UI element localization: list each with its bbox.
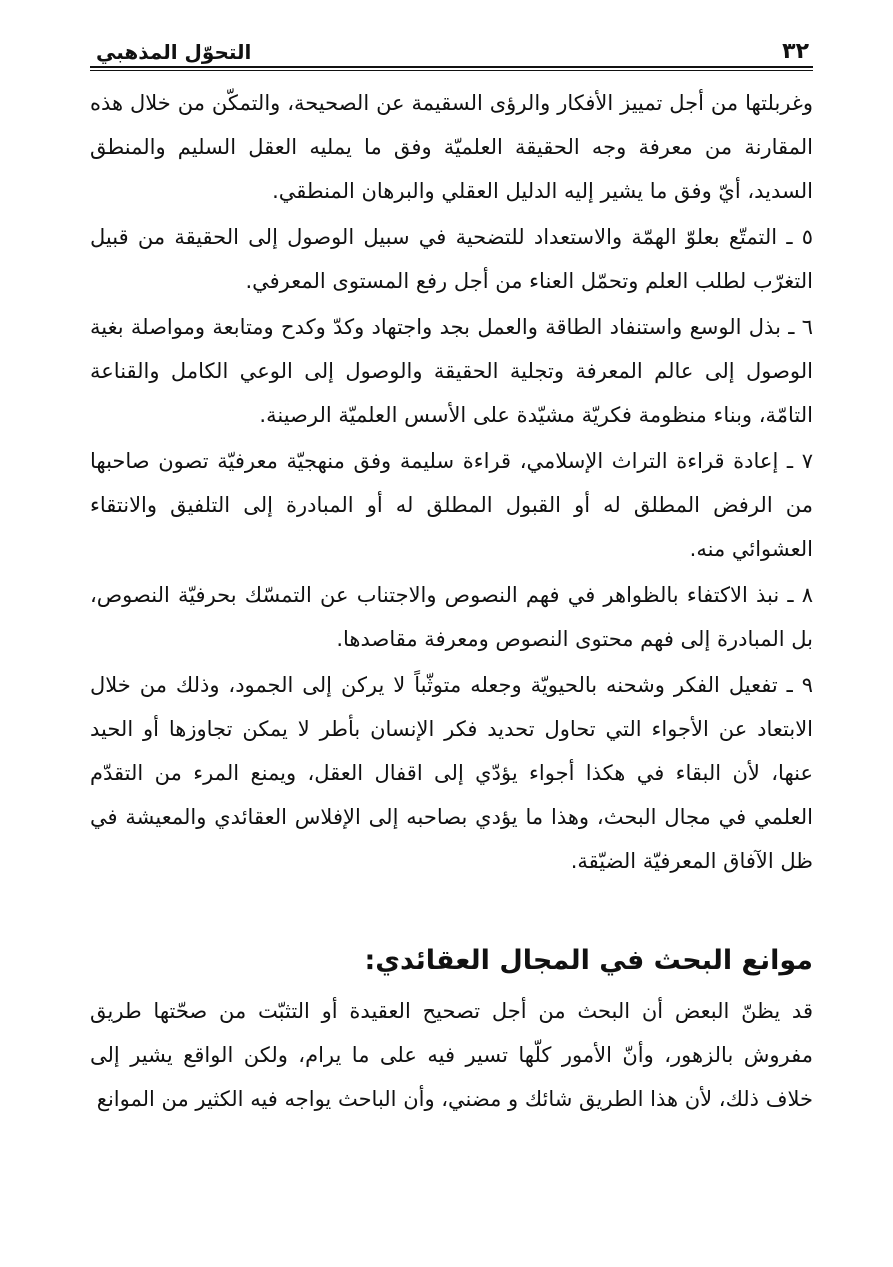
paragraph-item-6: ٦ ـ بذل الوسع واستنفاد الطاقة والعمل بجد واجتهاد وكدّ وكدح ومتابعة ومواصلة بغية الوصول إلى عالم المعرفة وتجلية الحقيقة والوصول إلى الوعي الكامل والقناعة التامّة، وبناء منظومة فكريّة مشيّدة على الأسس العلميّة الرصينة.	[90, 315, 813, 427]
section-heading: موانع البحث في المجال العقائدي:	[364, 945, 813, 976]
paragraph-item-8: ٨ ـ نبذ الاكتفاء بالظواهر في فهم النصوص والاجتناب عن التمسّك بحرفيّة النصوص، بل المبادرة إلى فهم محتوى النصوص ومعرفة مقاصدها.	[90, 583, 813, 651]
body-text	[90, 81, 813, 883]
paragraph-continuation: وغربلتها من أجل تمييز الأفكار والرؤى السقيمة عن الصحيحة، والتمكّن من خلال هذه المقارنة من معرفة وجه الحقيقة العلميّة وفق ما يمليه العقل السليم والمنطق السديد، أيّ وفق ما يشير إليه الدليل العقلي والبرهان المنطقي.	[90, 91, 813, 203]
running-header	[90, 30, 813, 66]
running-title: التحوّل المذهبي	[96, 40, 252, 64]
paragraph-item-5: ٥ ـ التمتّع بعلوّ الهمّة والاستعداد للتضحية في سبيل الوصول إلى الحقيقة من قبيل التغرّب لطلب العلم وتحمّل العناء من أجل رفع المستوى المعرفي.	[90, 225, 813, 293]
paragraph-item-7: ٧ ـ إعادة قراءة التراث الإسلامي، قراءة سليمة وفق منهجيّة معرفيّة تصون صاحبها من الرفض المطلق له أو القبول المطلق له أو المبادرة إلى التلفيق والانتقاء العشوائي منه.	[90, 449, 813, 561]
paragraph-item-9: ٩ ـ تفعيل الفكر وشحنه بالحيويّة وجعله متوثّباً لا يركن إلى الجمود، وذلك من خلال الابتعاد عن الأجواء التي تحاول تحديد فكر الإنسان بأطر لا يمكن تجاوزها أو الحيد عنها، لأن البقاء في هكذا أجواء يؤدّي إلى اقفال العقل، ويمنع المرء من التقدّم العلمي في مجال البحث، وهذا ما يؤدي بصاحبه إلى الإفلاس العقائدي والمعيشة في ظل الآفاق المعرفيّة الضيّقة.	[90, 673, 813, 873]
section-paragraph: قد يظنّ البعض أن البحث من أجل تصحيح العقيدة أو التثبّت من صحّتها طريق مفروش بالزهور، وأنّ الأمور كلّها تسير فيه على ما يرام، ولكن الواقع يشير إلى خلاف ذلك، لأن هذا الطريق شائك و مضني، وأن الباحث يواجه فيه الكثير من الموانع	[90, 999, 813, 1111]
header-rule	[90, 66, 813, 71]
page-number: ٣٢	[782, 39, 809, 64]
